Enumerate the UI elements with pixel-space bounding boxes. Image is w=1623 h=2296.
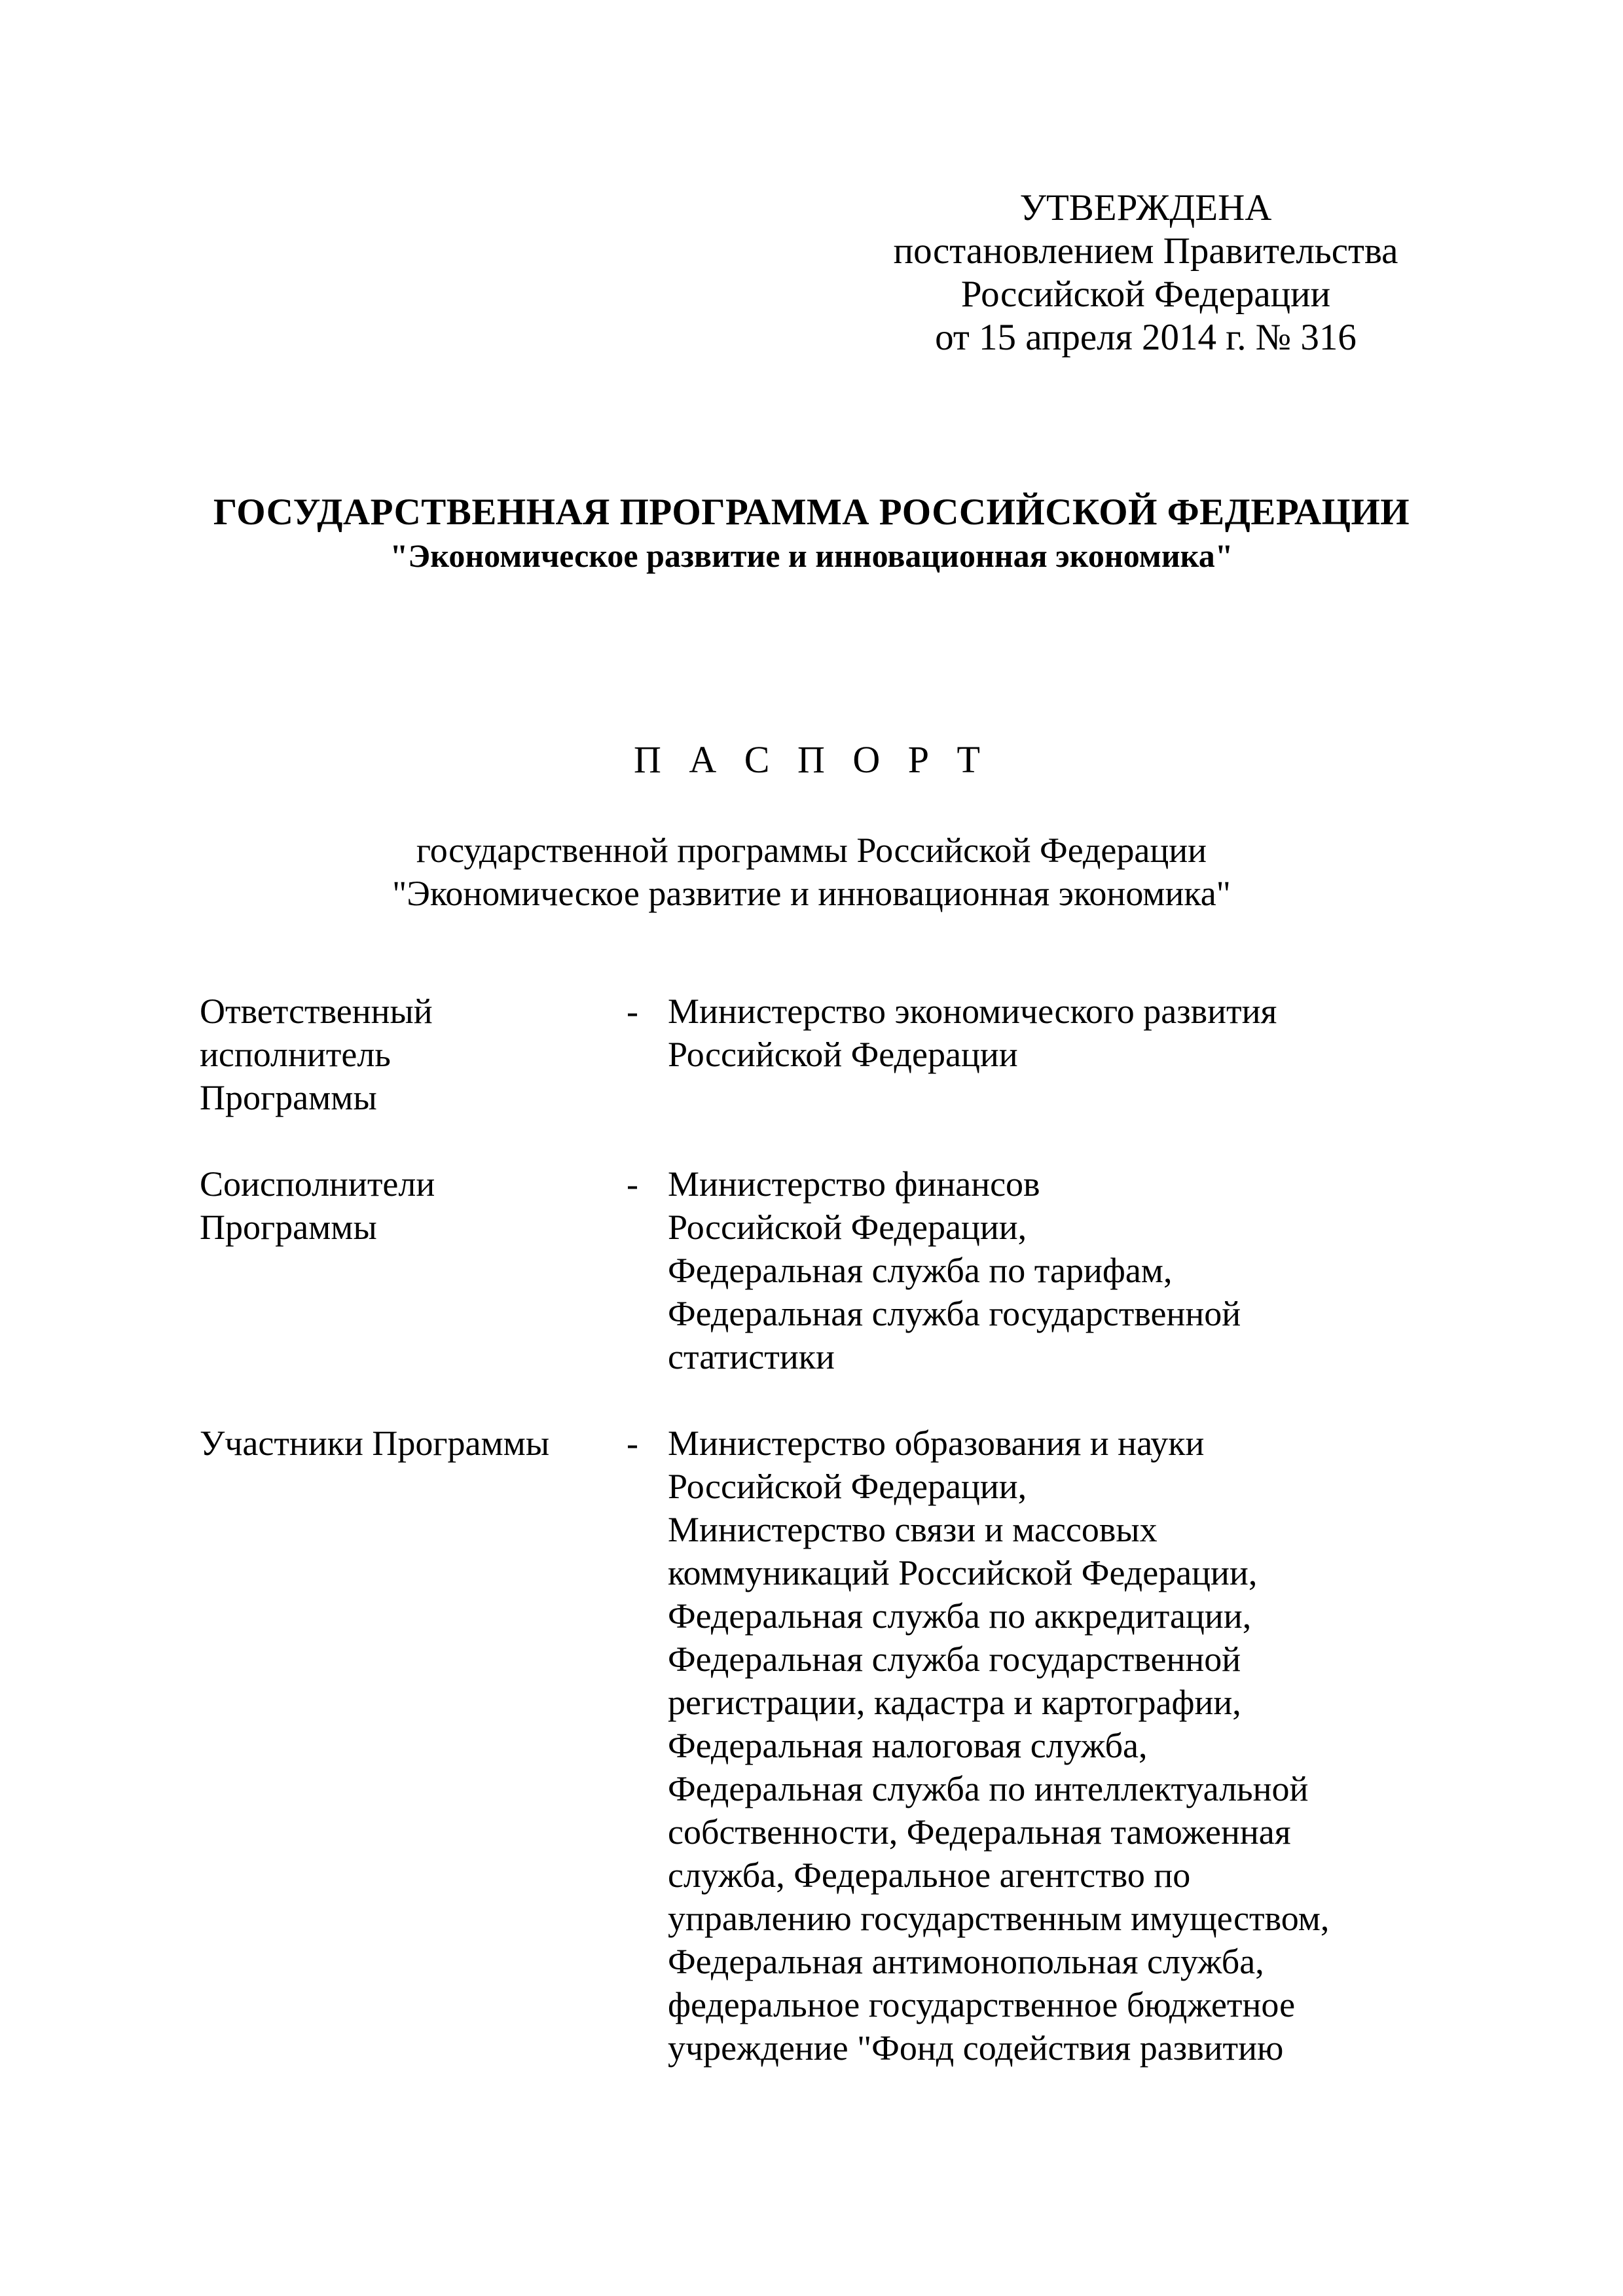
row-value-line: Министерство связи и массовых [668,1510,1158,1549]
passport-row-responsible [200,990,1444,1119]
passport-subtitle-line: государственной программы Российской Федерации [416,831,1207,870]
row-value-line: управлению государственным имуществом, [668,1899,1330,1938]
passport-header [0,738,1623,915]
passport-subtitle-line: "Экономическое развитие и инновационная экономика" [392,874,1231,913]
row-label [200,1162,619,1249]
row-value-line: Федеральная служба государственной [668,1294,1241,1333]
row-value-line: Федеральная служба государственной [668,1640,1241,1679]
row-label-line: исполнитель [200,1035,391,1074]
row-label-line: Соисполнители [200,1164,435,1204]
passport-heading: П А С П О Р Т [634,738,989,781]
passport-row-participants [200,1422,1444,2070]
row-value-line: статистики [668,1337,835,1376]
row-value-line: служба, Федеральное агентство по [668,1856,1191,1895]
row-value [668,1162,1444,1378]
row-label-line: Ответственный [200,992,433,1031]
passport-row-co-executors [200,1162,1444,1378]
row-value-line: Федеральная антимонопольная служба, [668,1942,1264,1981]
row-value [668,1422,1444,2070]
row-value-line: Федеральная налоговая служба, [668,1726,1148,1765]
row-value [668,990,1444,1076]
row-dash: - [627,1164,638,1204]
row-dash: - [627,992,638,1031]
row-value-line: Российской Федерации, [668,1467,1027,1506]
passport-table [200,990,1444,2113]
program-subtitle: "Экономическое развитие и инновационная экономика" [390,537,1233,574]
row-value-line: Министерство финансов [668,1164,1040,1204]
row-value-line: регистрации, кадастра и картографии, [668,1683,1241,1722]
approval-line: постановлением Правительства [893,230,1398,272]
approval-line: УТВЕРЖДЕНА [1019,187,1272,228]
row-value-line: учреждение "Фонд содействия развитию [668,2028,1284,2068]
row-value-line: федеральное государственное бюджетное [668,1985,1296,2024]
row-value-line: Федеральная служба по тарифам, [668,1251,1173,1290]
row-label [200,1422,619,1465]
program-title: ГОСУДАРСТВЕННАЯ ПРОГРАММА РОССИЙСКОЙ ФЕДЕРАЦИИ [213,492,1410,533]
approval-line: Российской Федерации [960,274,1331,315]
row-label [200,990,619,1119]
row-value-line: Министерство образования и науки [668,1424,1205,1463]
approval-line: от 15 апреля 2014 г. № 316 [935,317,1357,358]
row-label-line: Участники Программы [200,1424,550,1463]
approval-stamp [786,187,1506,359]
row-value-line: Российской Федерации [668,1035,1018,1074]
row-value-line: Министерство экономического развития [668,992,1277,1031]
row-label-line: Программы [200,1078,377,1117]
row-value-line: Федеральная служба по аккредитации, [668,1596,1252,1636]
row-value-line: собственности, Федеральная таможенная [668,1812,1291,1852]
row-value-line: Российской Федерации, [668,1208,1027,1247]
row-value-line: коммуникаций Российской Федерации, [668,1553,1258,1592]
row-dash: - [627,1424,638,1463]
program-title-block [0,491,1623,577]
row-label-line: Программы [200,1208,377,1247]
row-value-line: Федеральная служба по интеллектуальной [668,1769,1309,1808]
